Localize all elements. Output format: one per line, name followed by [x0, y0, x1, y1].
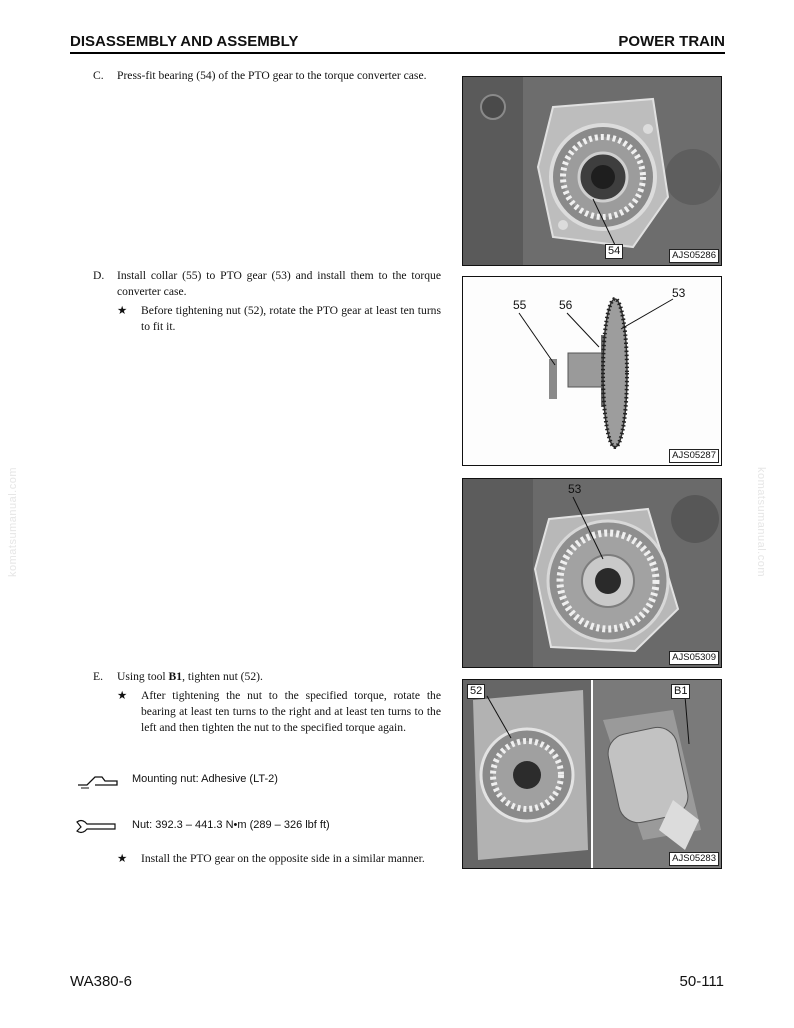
figure-code: AJS05286	[669, 249, 719, 263]
step-d	[93, 268, 441, 300]
figure-code: AJS05309	[669, 651, 719, 665]
figure-code: AJS05287	[669, 449, 719, 463]
wrench-icon	[75, 816, 121, 836]
header-rule	[70, 52, 725, 54]
callout-53: 53	[568, 482, 582, 496]
watermark-left: komatsumanual.com	[7, 467, 19, 577]
figure-gear-installed	[462, 478, 722, 668]
step-c	[93, 68, 441, 84]
step-c-text: Press-fit bearing (54) of the PTO gear to the torque converter case.	[117, 69, 427, 82]
star-icon: ★	[117, 689, 128, 702]
step-e-text-pre: Using tool	[117, 670, 169, 683]
bearing-photo	[463, 77, 721, 265]
star-icon: ★	[117, 304, 128, 317]
section-title: DISASSEMBLY AND ASSEMBLY	[70, 33, 299, 50]
step-d-note	[117, 303, 441, 335]
gear-collar-photo	[463, 277, 721, 465]
figure-bearing-press-fit	[462, 76, 722, 266]
installed-gear-photo	[463, 479, 721, 667]
model-number: WA380-6	[70, 973, 132, 990]
step-d-label: D.	[93, 269, 105, 282]
callout-56: 56	[559, 298, 573, 312]
tool-b1: B1	[168, 670, 183, 683]
step-e-label: E.	[93, 670, 103, 683]
step-e-text-post: , tighten nut (52).	[182, 670, 263, 683]
callout-54: 54	[605, 244, 623, 259]
figure-collar-gear	[462, 276, 722, 466]
callout-b1: B1	[671, 684, 690, 699]
callout-55: 55	[513, 298, 527, 312]
star-icon: ★	[117, 852, 128, 865]
page-number: 50-111	[679, 973, 724, 990]
tighten-nut-photo	[463, 680, 721, 868]
step-c-label: C.	[93, 69, 104, 82]
step-e-text	[117, 669, 441, 685]
chapter-title: POWER TRAIN	[618, 33, 725, 50]
page-header	[70, 33, 725, 53]
step-e-note-text: After tightening the nut to the specified torque, rotate the bearing at least ten turns to the right and at least ten turns to the left and then tighten the nut to the specified torque again.	[141, 689, 441, 734]
figure-code: AJS05283	[669, 852, 719, 866]
adhesive-spec-text: Mounting nut: Adhesive (LT-2)	[132, 773, 278, 785]
torque-spec-text: Nut: 392.3 – 441.3 N•m (289 – 326 lbf ft)	[132, 819, 330, 831]
step-d-note-text: Before tightening nut (52), rotate the PTO gear at least ten turns to fit it.	[141, 304, 441, 333]
final-note-text: Install the PTO gear on the opposite side in a similar manner.	[141, 852, 425, 865]
callout-52: 52	[467, 684, 485, 699]
watermark-right: komatsumanual.com	[755, 467, 767, 577]
final-note	[117, 851, 441, 867]
callout-53: 53	[672, 286, 686, 300]
step-e-note	[117, 688, 441, 736]
step-e	[93, 669, 441, 685]
step-d-text: Install collar (55) to PTO gear (53) and install them to the torque converter case.	[117, 269, 441, 298]
figure-tighten-nut	[462, 679, 722, 869]
adhesive-icon	[75, 770, 121, 790]
